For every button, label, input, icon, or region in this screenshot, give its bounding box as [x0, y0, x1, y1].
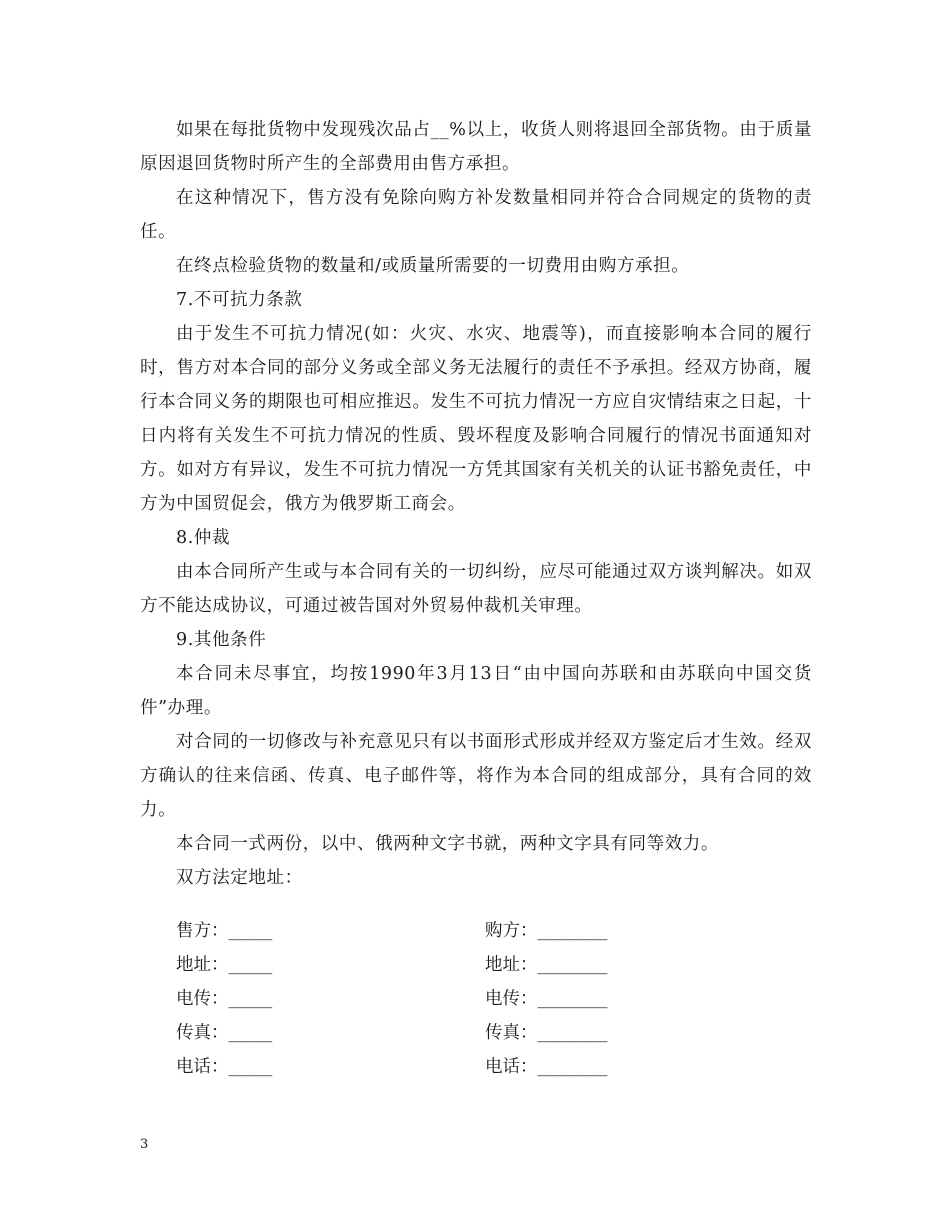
- paragraph-seller-liability: 在这种情况下，售方没有免除向购方补发数量相同并符合合同规定的货物的责任。: [140, 188, 812, 242]
- signature-row-address: [176, 948, 696, 982]
- contract-body: [140, 113, 812, 895]
- buyer-phone-field: 电话：________: [485, 1057, 608, 1077]
- buyer-field: 购方：________: [485, 921, 608, 941]
- seller-fax-field: 传真：_____: [176, 1023, 273, 1043]
- buyer-fax-field: 传真：________: [485, 1023, 608, 1043]
- paragraph-unresolved-matters: 本合同未尽事宜，均按1990年3月13日“由中国向苏联和由苏联向中国交货件”办理。: [140, 664, 812, 718]
- paragraph-copies: 本合同一式两份，以中、俄两种文字书就，两种文字具有同等效力。: [176, 834, 719, 854]
- paragraph-force-majeure: 由于发生不可抗力情况(如：火灾、水灾、地震等)，而直接影响本合同的履行时，售方对本合同的部分义务或全部义务无法履行的责任不予承担。经双方协商，履行本合同义务的期限也可相应推迟。发生不可抗力情况一方应自灾情结束之日起，十日内将有关发生不可抗力情况的性质、毁坏程度及影响合同履行的情况书面通知对方。如对方有异议，发生不可抗力情况一方凭其国家有关机关的认证书豁免责任，中方为中国贸促会，俄方为俄罗斯工商会。: [140, 324, 812, 514]
- buyer-telex-field: 电传：________: [485, 989, 608, 1009]
- paragraph-inspection-cost: 在终点检验货物的数量和/或质量所需要的一切费用由购方承担。: [176, 256, 690, 276]
- signature-block: [176, 914, 696, 1084]
- signature-row-telex: [176, 982, 696, 1016]
- heading-other-conditions: 9.其他条件: [176, 630, 267, 650]
- signature-row-fax: [176, 1016, 696, 1050]
- paragraph-arbitration: 由本合同所产生或与本合同有关的一切纠纷，应尽可能通过双方谈判解决。如双方不能达成协议，可通过被告国对外贸易仲裁机关审理。: [140, 562, 812, 616]
- heading-force-majeure: 7.不可抗力条款: [176, 290, 303, 310]
- paragraph-legal-address-label: 双方法定地址：: [176, 868, 303, 888]
- seller-phone-field: 电话：_____: [176, 1057, 273, 1077]
- buyer-address-field: 地址：________: [485, 955, 608, 975]
- signature-row-phone: [176, 1050, 696, 1084]
- heading-arbitration: 8.仲裁: [176, 528, 231, 548]
- seller-address-field: 地址：_____: [176, 955, 273, 975]
- paragraph-defect-return: 如果在每批货物中发现残次品占__%以上，收货人则将退回全部货物。由于质量原因退回货物时所产生的全部费用由售方承担。: [140, 120, 812, 174]
- seller-field: 售方：_____: [176, 921, 273, 941]
- page-number: 3: [140, 1137, 149, 1152]
- signature-row-party: [176, 914, 696, 948]
- paragraph-amendments: 对合同的一切修改与补充意见只有以书面形式形成并经双方鉴定后才生效。经双方确认的往来信函、传真、电子邮件等，将作为本合同的组成部分，具有合同的效力。: [140, 732, 812, 820]
- seller-telex-field: 电传：_____: [176, 989, 273, 1009]
